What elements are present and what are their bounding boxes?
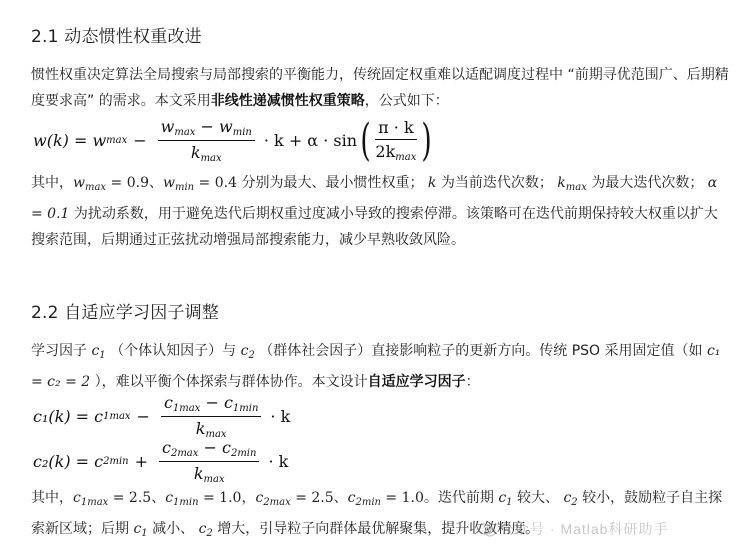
inertia-weight-formula: w(k) = w max − $\frac{w_{max} - w_{min}}{k_{max}}$ · k + α · sin ( $\frac{\pi \cdot k}{2k_{max}}$ ) [33, 114, 432, 166]
learning-factor-intro-paragraph: 学习因子 $c_1$ （个体认知因子）与 $c_2$ （群体社会因子）直接影响粒子的更新方向。传统 PSO 采用固定值（如 c₁ = c₂ = 2 ），难以平衡个体探索与群体协作。本文设计自适应学习因子： [31, 343, 721, 390]
inertia-explanation-paragraph: 其中，$w_{max} = 0.9$、$w_{min} = 0.4$ 分别为最大、最小惯性权重； k 为当前迭代次数； $k_{max}$ 为最大迭代次数； α = 0.1 为扰动系数，用于避免迭代后期权重过度减小导致的搜索停滞。该策略可在迭代前期保持较大权重以扩大搜索范围，后期通过正弦扰动增强局部搜索能力，减少早熟收敛风险。 [31, 175, 718, 248]
watermark-text: 公众号 · Matlab科研助手 [500, 521, 669, 537]
c2-formula: c₂(k) = c 2min + $\frac{c_{2max} - c_{2min}}{k_{max}}$ · k [33, 438, 289, 485]
learning-factor-explanation-paragraph: 其中，$c_{1max} = 2.5$、$c_{1min} = 1.0$，$c_{2max} = 2.5$、$c_{2min} = 1.0$。迭代前期 $c_1$ 较大、 $c_2$ 较小，鼓励粒子自主探索新区域；后期 $c_1$ 减小、 $c_2$ 增大，引导粒子向群体最优解聚集，提升收敛精度。 [31, 490, 723, 539]
c1-formula: c₁(k) = c 1max − $\frac{c_{1max} - c_{1min}}{k_{max}}$ · k [33, 393, 291, 440]
section-heading-inertia-weight: 2.1 动态惯性权重改进 [31, 27, 202, 47]
section-heading-learning-factor: 2.2 自适应学习因子调整 [31, 303, 220, 323]
wechat-icon [478, 523, 496, 537]
inertia-intro-paragraph: 惯性权重决定算法全局搜索与局部搜索的平衡能力，传统固定权重难以适配调度过程中 “前期寻优范围广、后期精度要求高” 的需求。本文采用非线性递减惯性权重策略，公式如下： [31, 67, 729, 109]
watermark [478, 519, 668, 539]
